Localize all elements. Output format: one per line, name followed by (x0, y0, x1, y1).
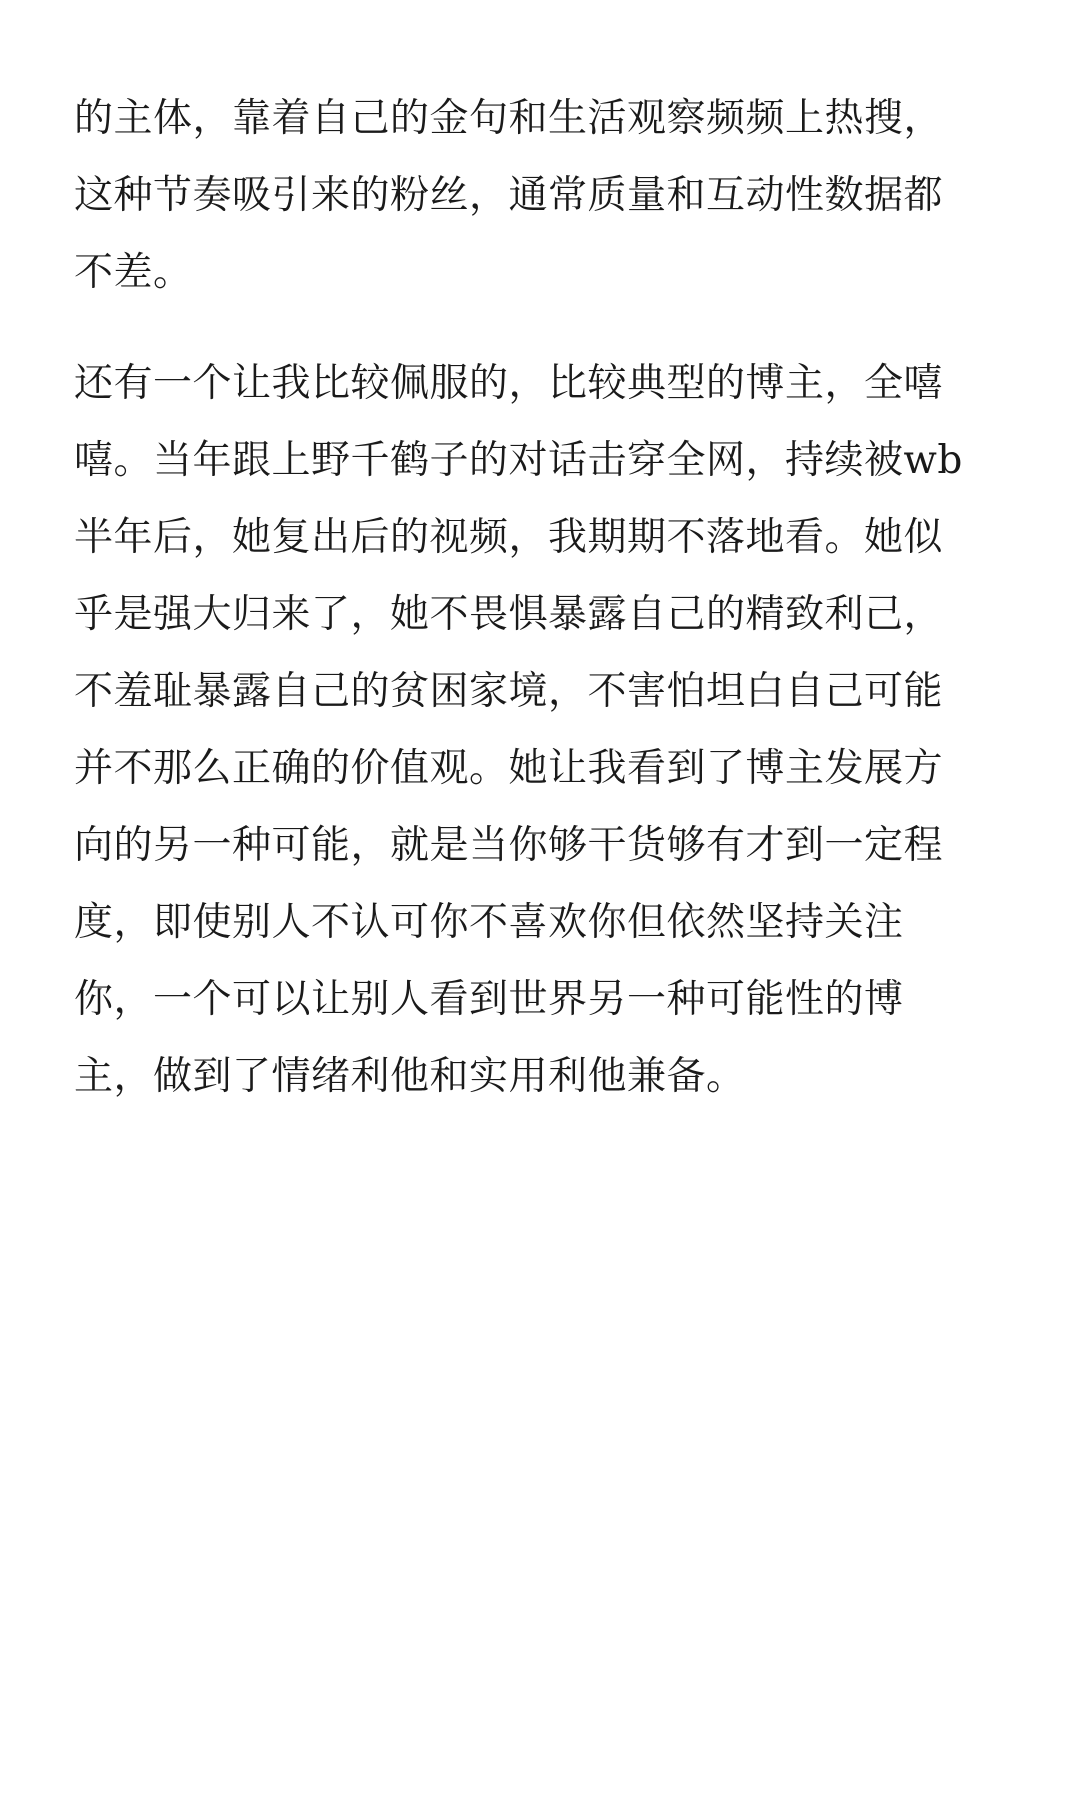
paragraph-2 (74, 345, 1014, 1115)
text-line: 乎是强大归来了，她不畏惧暴露自己的精致利己， (74, 592, 944, 637)
text-line: 半年后，她复出后的视频，我期期不落地看。她似 (74, 515, 944, 560)
text-line: 的主体，靠着自己的金句和生活观察频频上热搜， (74, 96, 944, 141)
text-line: 主，做到了情绪利他和实用利他兼备。 (74, 1054, 746, 1099)
paragraph-1 (74, 80, 1014, 311)
text-line: 向的另一种可能，就是当你够干货够有才到一定程 (74, 823, 944, 868)
text-line: 不差。 (74, 250, 193, 295)
paragraph-spacer (74, 311, 1014, 345)
article-body (74, 80, 1014, 1115)
text-line: 度，即使别人不认可你不喜欢你但依然坚持关注 (74, 900, 904, 945)
text-line: 你，一个可以让别人看到世界另一种可能性的博 (74, 977, 904, 1022)
text-line: 这种节奏吸引来的粉丝，通常质量和互动性数据都 (74, 173, 944, 218)
text-line: 并不那么正确的价值观。她让我看到了博主发展方 (74, 746, 944, 791)
text-line: 还有一个让我比较佩服的，比较典型的博主，全嘻 (74, 361, 944, 406)
text-line: 嘻。当年跟上野千鹤子的对话击穿全网，持续被wb (74, 438, 963, 483)
text-line: 不羞耻暴露自己的贫困家境，不害怕坦白自己可能 (74, 669, 944, 714)
